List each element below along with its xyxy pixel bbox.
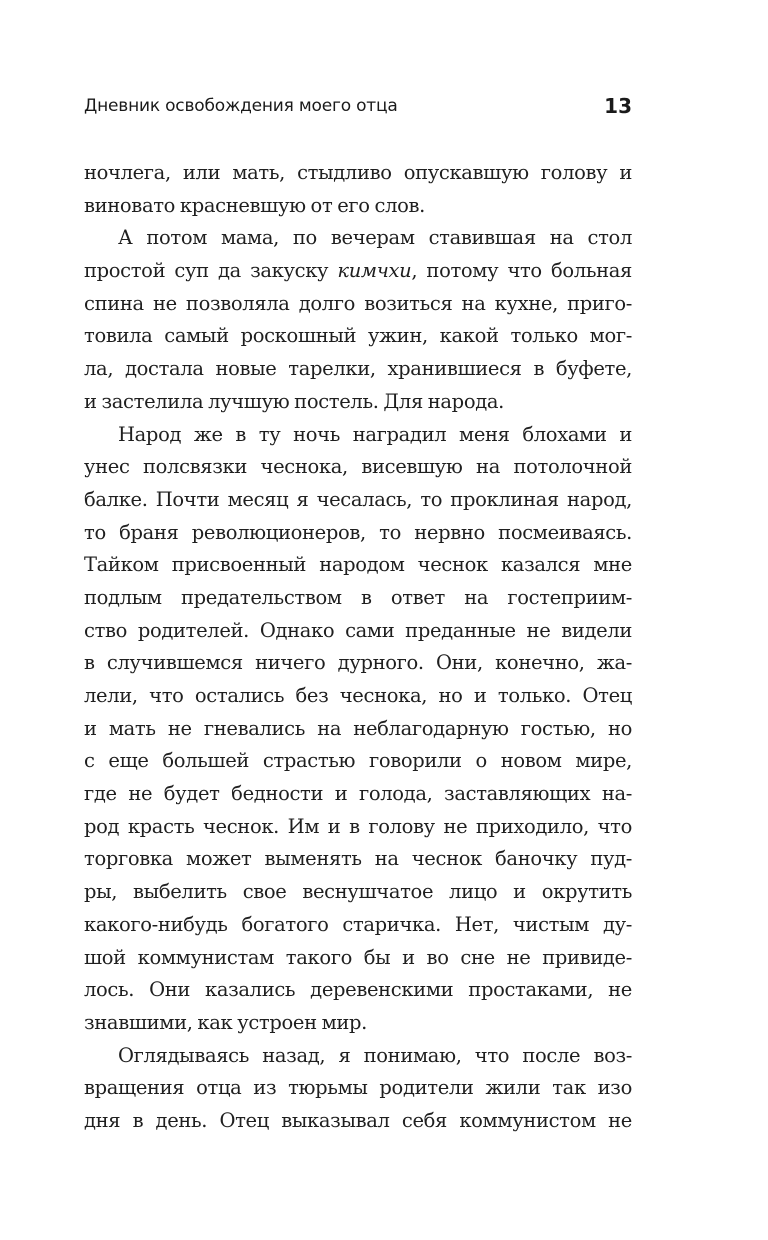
page-number: 13 (604, 94, 632, 118)
running-title: Дневник освобождения моего отца (84, 96, 398, 116)
text-line: лели, что остались без чеснока, но и только. Отец (84, 684, 632, 707)
text-line: Оглядываясь назад, я понимаю, что после воз- (118, 1043, 632, 1067)
text-line: род красть чеснок. Им и в голову не приходило, что (84, 814, 632, 838)
text-line: ры, выбелить свое веснушчатое лицо и окрутить (84, 880, 632, 904)
text-line: ство родителей. Однако сами преданные не видели (84, 618, 632, 642)
text-line: шой коммунистам такого бы и во сне не привиде- (84, 945, 632, 969)
text-line: торговка может выменять на чеснок баночку пуд- (84, 847, 632, 871)
text-line: А потом мама, по вечерам ставившая на стол (118, 226, 632, 250)
text-line: то браня революционеров, то нервно посмеиваясь. (84, 520, 632, 544)
text-line: в случившемся ничего дурного. Они, конечно, жа- (84, 651, 632, 675)
text-line: какого-нибудь богатого старичка. Нет, чистым ду- (84, 912, 632, 936)
text-segment: простой суп да закуску (84, 259, 329, 283)
body-text (84, 157, 632, 1138)
text-line (84, 255, 632, 288)
text-line: лось. Они казались деревенскими простаками, не (84, 978, 632, 1002)
text-line: балке. Почти месяц я чесалась, то проклиная народ, (84, 487, 632, 511)
italic-term: кимчхи (337, 259, 412, 283)
text-line: унес полсвязки чеснока, висевшую на потолочной (84, 455, 632, 479)
text-line: спина не позволяла долго возиться на кухне, приго- (84, 291, 632, 315)
text-line: с еще большей страстью говорили о новом мире, (84, 749, 632, 773)
text-line: ла, достала новые тарелки, хранившиеся в буфете, (84, 357, 632, 381)
text-line: Народ же в ту ночь наградил меня блохами и (118, 422, 632, 446)
text-line: где не будет бедности и голода, заставляющих на- (84, 782, 632, 806)
text-line: подлым предательством в ответ на гостеприим- (84, 585, 632, 609)
text-line: и застелила лучшую постель. Для народа. (84, 389, 504, 413)
text-line: товила самый роскошный ужин, какой только мог- (84, 324, 632, 348)
text-line: вращения отца из тюрьмы родители жили так изо (84, 1076, 632, 1100)
text-line: и мать не гневались на неблагодарную гостью, но (84, 716, 632, 740)
text-segment: , потому что больная (411, 259, 632, 283)
text-line: виновато красневшую от его слов. (84, 193, 425, 217)
text-line: знавшими, как устроен мир. (84, 1010, 368, 1034)
text-line: дня в день. Отец выказывал себя коммунистом не (84, 1108, 632, 1132)
text-line: ночлега, или мать, стыдливо опускавшую голову и (84, 161, 632, 184)
text-line: Тайком присвоенный народом чеснок казался мне (84, 553, 632, 577)
running-head (84, 96, 632, 124)
